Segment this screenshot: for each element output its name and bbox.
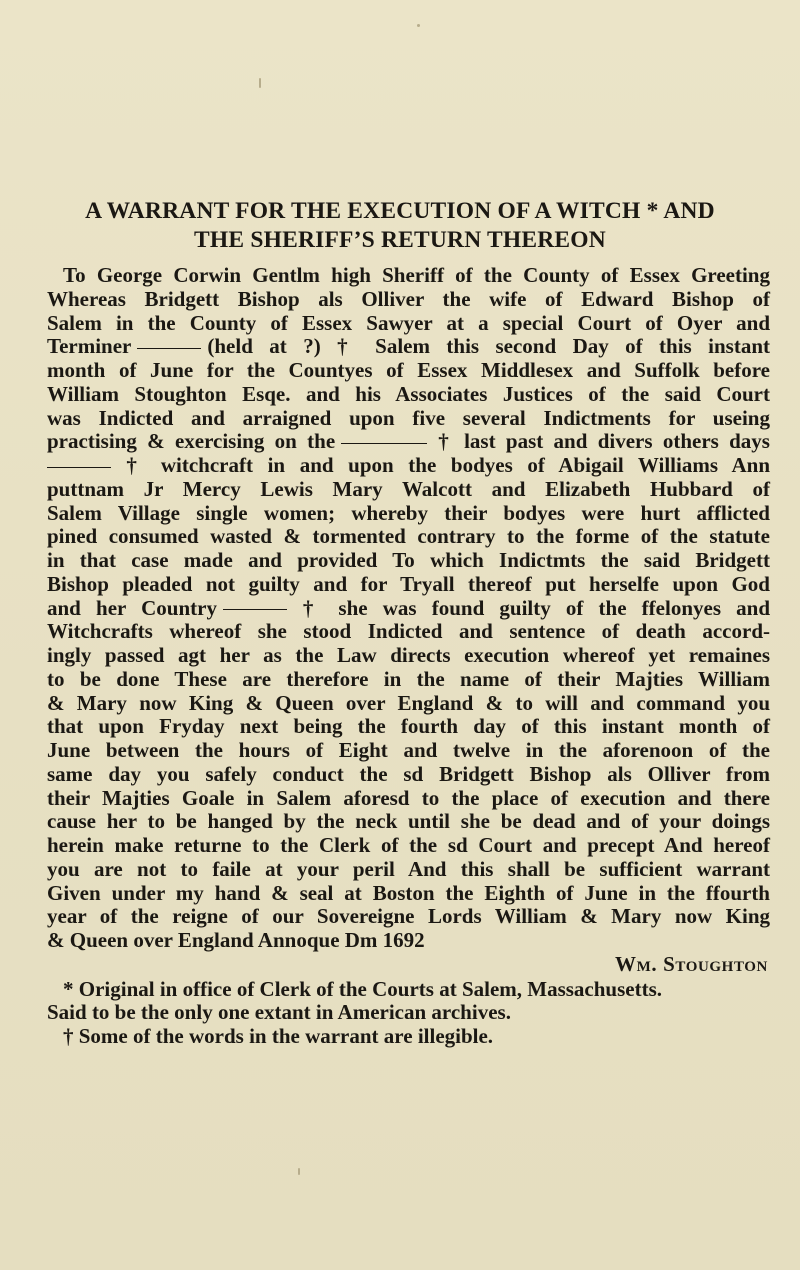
text-line: Witchcrafts whereof she stood Indicted and sentence of death accord- bbox=[47, 619, 770, 644]
text-line bbox=[47, 454, 770, 478]
footnote-line: † Some of the words in the warrant are illegible. bbox=[63, 1024, 494, 1048]
text-line: Bishop pleaded not guilty and for Tryall thereof put herselfe upon God bbox=[47, 571, 770, 596]
text-line: same day you safely conduct the sd Bridgett Bishop als Olliver from bbox=[47, 761, 770, 786]
text-line: Given under my hand & seal at Boston the Eighth of June in the ffourth bbox=[47, 880, 770, 905]
illegible-gap bbox=[341, 443, 427, 444]
text-fragment: Terminer bbox=[47, 334, 132, 359]
text-line: that upon Fryday next being the fourth day of this instant month of bbox=[47, 714, 770, 739]
warrant-text bbox=[47, 264, 770, 1049]
illegible-gap bbox=[47, 467, 111, 468]
text-line: & Mary now King & Queen over England & to will and command you bbox=[47, 690, 770, 715]
text-line: was Indicted and arraigned upon five several Indictments for useing bbox=[47, 405, 770, 430]
paper-speck bbox=[298, 1168, 300, 1175]
text-line: June between the hours of Eight and twelve in the aforenoon of the bbox=[47, 738, 770, 762]
text-line: in that case made and provided To which Indictmts the said Bridgett bbox=[47, 548, 770, 572]
text-line: & Queen over England Annoque Dm 1692 bbox=[47, 928, 425, 952]
text-fragment: practising & exercising on the bbox=[47, 429, 336, 454]
footnotes bbox=[47, 978, 770, 1049]
text-line: you are not to faile at your peril And this shall be sufficient warrant bbox=[47, 856, 770, 881]
text-fragment: and her Country bbox=[47, 595, 217, 620]
text-line: William Stoughton Esqe. and his Associates Justices of the said Court bbox=[47, 381, 770, 406]
text-line: To George Corwin Gentlm high Sheriff of the County of Essex Greeting bbox=[63, 263, 770, 287]
text-fragment: † witchcraft in and upon the bodyes of Abigail Williams Ann bbox=[117, 453, 770, 477]
title-line-1: A WARRANT FOR THE EXECUTION OF A WITCH * AND bbox=[85, 198, 715, 224]
text-line: Salem Village single women; whereby their bodyes were hurt afflicted bbox=[47, 500, 770, 525]
text-fragment: (held at ?) † Salem this second Day of this instant bbox=[207, 334, 770, 359]
footnote-line: * Original in office of Clerk of the Courts at Salem, Massachusetts. bbox=[63, 976, 663, 1001]
text-line: ingly passed agt her as the Law directs execution whereof yet remaines bbox=[47, 643, 770, 667]
paper-speck bbox=[417, 24, 420, 27]
text-line bbox=[47, 430, 770, 454]
illegible-gap bbox=[137, 348, 201, 349]
text-fragment: † she was found guilty of the ffelonyes and bbox=[292, 595, 771, 620]
text-line: herein make returne to the Clerk of the sd Court and precept And hereof bbox=[47, 833, 770, 857]
footnote-line: Said to be the only one extant in American archives. bbox=[47, 1000, 511, 1025]
text-line: Salem in the County of Essex Sawyer at a special Court of Oyer and bbox=[47, 310, 770, 335]
text-line: to be done These are therefore in the name of their Majties William bbox=[47, 666, 770, 691]
text-line: their Majties Goale in Salem aforesd to the place of execution and there bbox=[47, 785, 770, 810]
illegible-gap bbox=[223, 609, 287, 610]
paper-speck bbox=[259, 78, 261, 88]
title-line-2: THE SHERIFF’S RETURN THEREON bbox=[194, 227, 606, 253]
text-line: pined consumed wasted & tormented contrary to the forme of the statute bbox=[47, 524, 770, 549]
text-line: year of the reigne of our Sovereigne Lords William & Mary now King bbox=[47, 904, 770, 929]
text-line: cause her to be hanged by the neck until she be dead and of your doings bbox=[47, 809, 770, 834]
document-title bbox=[40, 197, 760, 255]
text-line: puttnam Jr Mercy Lewis Mary Walcott and Elizabeth Hubbard of bbox=[47, 476, 770, 501]
signature: Wm. Stoughton bbox=[615, 951, 768, 976]
text-line bbox=[47, 597, 770, 621]
text-line bbox=[47, 335, 770, 359]
text-line: month of June for the Countyes of Essex Middlesex and Suffolk before bbox=[47, 358, 770, 382]
text-fragment: † last past and divers others days bbox=[433, 429, 770, 454]
text-line: Whereas Bridgett Bishop als Olliver the wife of Edward Bishop of bbox=[47, 286, 770, 311]
